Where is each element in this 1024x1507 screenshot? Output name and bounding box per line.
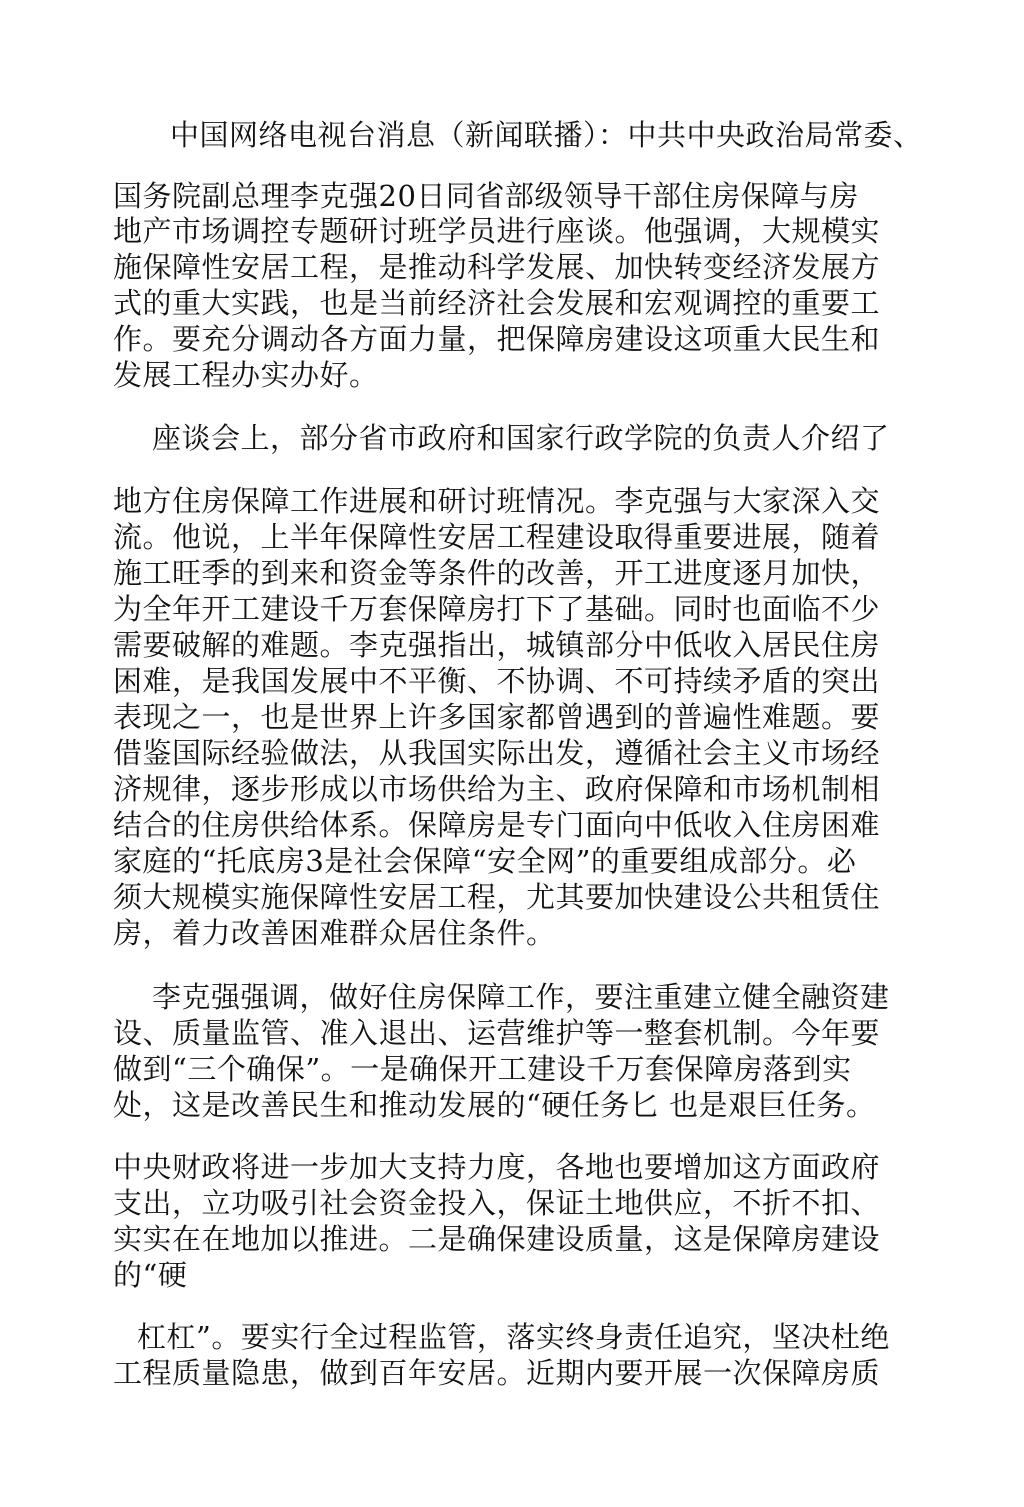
text-line: 家庭的“托底房3是社会保障“安全网”的重要组成部分。必 — [113, 844, 857, 878]
text-line: 支出，立功吸引社会资金投入，保证土地供应，不折不扣、 — [113, 1186, 881, 1220]
text-line: 为全年开工建设千万套保障房打下了基础。同时也面临不少 — [113, 592, 881, 626]
text-line: 表现之一，也是世界上许多国家都曾遇到的普遍性难题。要 — [113, 700, 881, 734]
text-line: 作。要充分调动各方面力量，把保障房建设这项重大民生和 — [113, 322, 881, 356]
text-line: 设、质量监管、准入退出、运营维护等一整套机制。今年要 — [113, 1016, 881, 1050]
text-line: 式的重大实践，也是当前经济社会发展和宏观调控的重要工 — [113, 286, 881, 320]
text-line: 发展工程办实办好。 — [113, 358, 379, 392]
text-line: 结合的住房供给体系。保障房是专门面向中低收入住房困难 — [113, 808, 881, 842]
text-line: 做到“三个确保”。一是确保开工建设千万套保障房落到实 — [113, 1052, 852, 1086]
text-line: 实实在在地加以推进。二是确保建设质量，这是保障房建设 — [113, 1222, 881, 1256]
text-line: 须大规模实施保障性安居工程，尤其要加快建设公共租赁住 — [113, 880, 881, 914]
text-line: 中国网络电视台消息（新闻联播）：中共中央政治局常委、 — [170, 118, 923, 152]
text-line: 国务院副总理李克强20日同省部级领导干部住房保障与房 — [113, 179, 859, 213]
text-line: 的“硬 — [113, 1258, 188, 1292]
text-line: 流。他说，上半年保障性安居工程建设取得重要进展，随着 — [113, 520, 881, 554]
text-line: 借鉴国际经验做法，从我国实际出发，遵循社会主义市场经 — [113, 736, 881, 770]
text-line: 施保障性安居工程，是推动科学发展、加快转变经济发展方 — [113, 250, 881, 284]
text-line: 处，这是改善民生和推动发展的“硬任务匕 也是艰巨任务。 — [113, 1088, 876, 1122]
text-line: 李克强强调，做好住房保障工作，要注重建立健全融资建 — [152, 980, 890, 1014]
text-line: 地产市场调控专题研讨班学员进行座谈。他强调，大规模实 — [113, 214, 881, 248]
text-line: 中央财政将进一步加大支持力度，各地也要增加这方面政府 — [113, 1150, 881, 1184]
text-line: 工程质量隐患，做到百年安居。近期内要开展一次保障房质 — [113, 1356, 881, 1390]
text-line: 杠杠”。要实行全过程监管，落实终身责任追究，坚决杜绝 — [137, 1320, 890, 1354]
text-line: 困难，是我国发展中不平衡、不协调、不可持续矛盾的突出 — [113, 664, 881, 698]
text-line: 房，着力改善困难群众居住条件。 — [113, 916, 556, 950]
text-line: 座谈会上，部分省市政府和国家行政学院的负责人介绍了 — [152, 421, 890, 455]
text-line: 施工旺季的到来和资金等条件的改善，开工进度逐月加快， — [113, 556, 881, 590]
text-line: 地方住房保障工作进展和研讨班情况。李克强与大家深入交 — [113, 484, 881, 518]
text-line: 需要破解的难题。李克强指出，城镇部分中低收入居民住房 — [113, 628, 881, 662]
text-line: 济规律，逐步形成以市场供给为主、政府保障和市场机制相 — [113, 772, 881, 806]
